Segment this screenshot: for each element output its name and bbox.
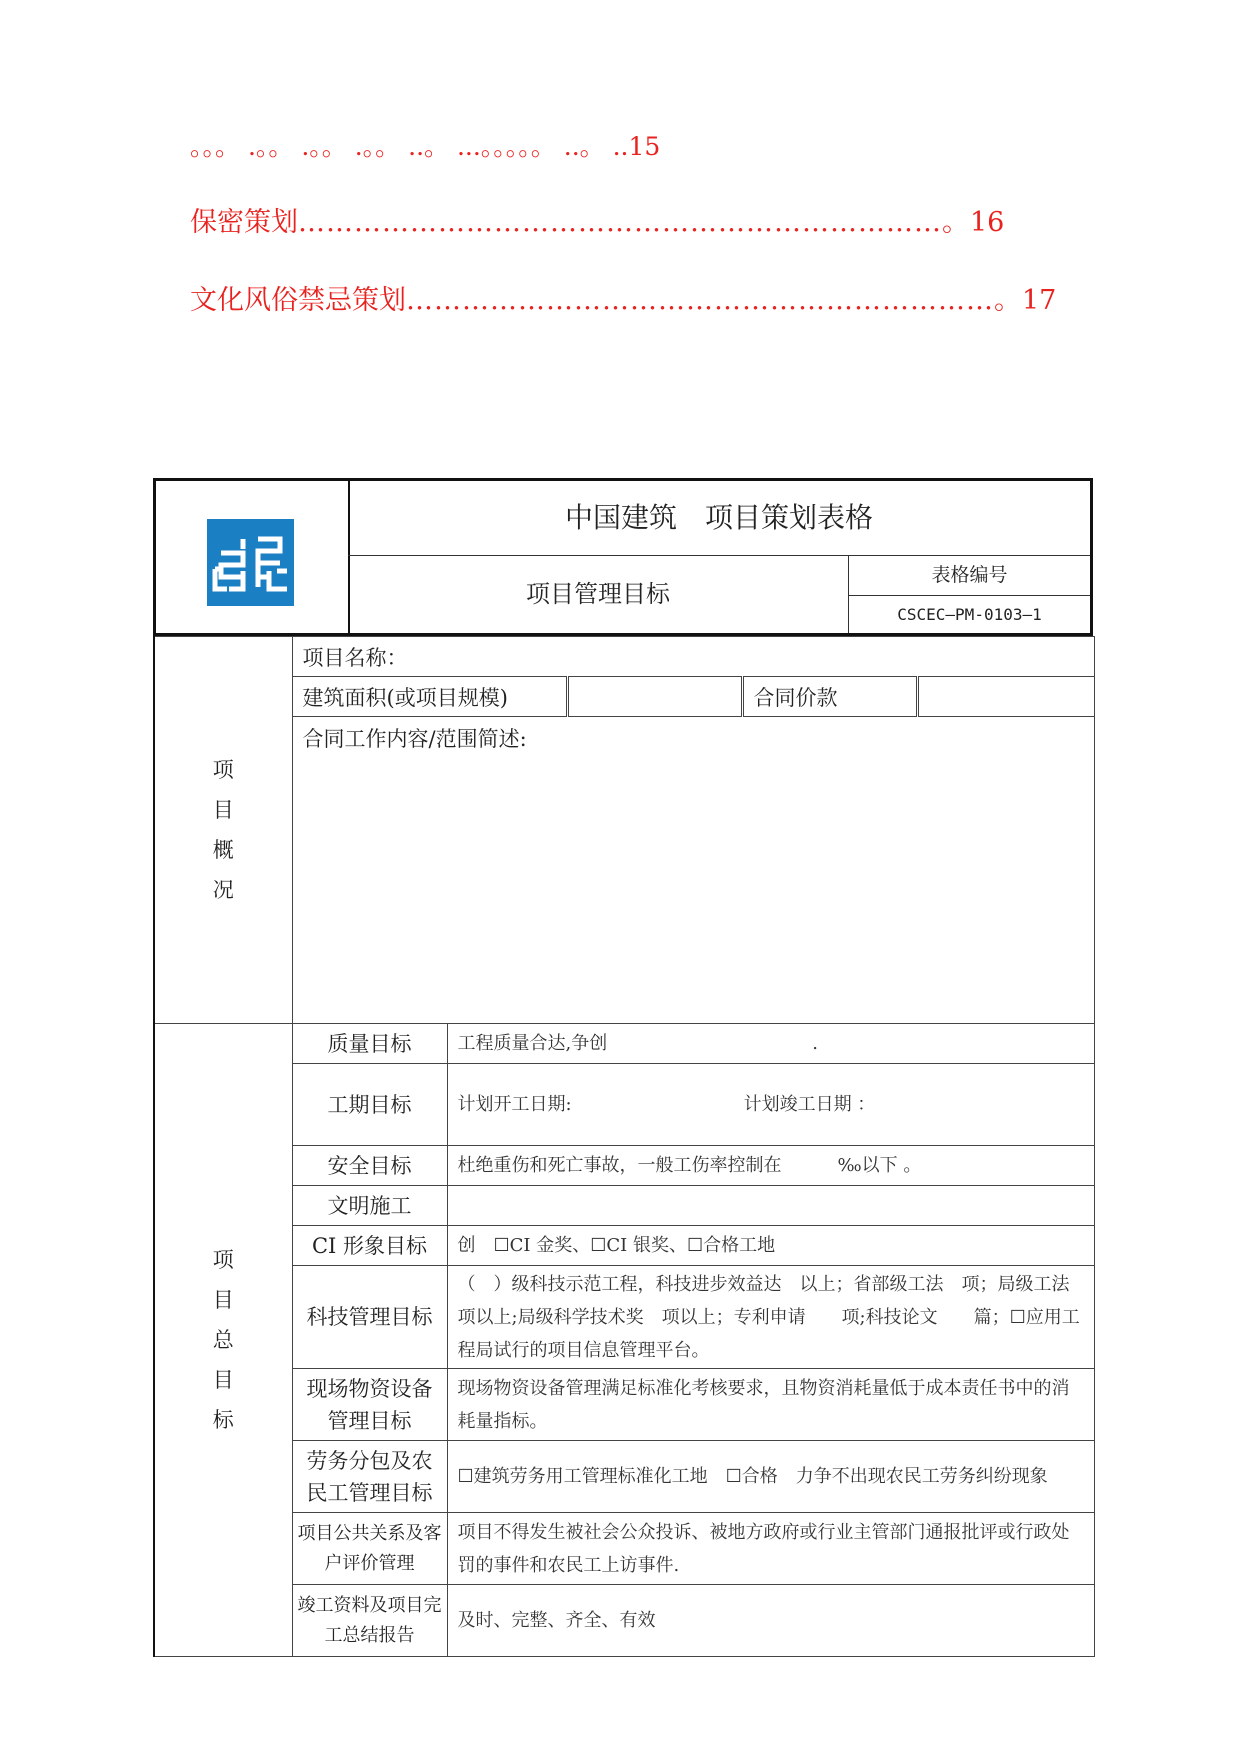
goal-value-quality-tail: . [812,1033,818,1054]
cscec-logo [207,519,294,606]
goal-value-public[interactable]: 项目不得发生被社会公众投诉、被地方政府或行业主管部门通报批评或行政处罚的事件和农民工上访事件. [447,1513,1094,1585]
goal-row-quality [154,1024,1094,1064]
goal-value-safety-text: 杜绝重伤和死亡事故，一般工伤率控制在 [457,1155,782,1176]
goal-label-civilized: 文明施工 [292,1186,447,1226]
toc-line-3[interactable] [190,278,1056,317]
goal-label-safety: 安全目标 [292,1146,447,1186]
goal-value-schedule[interactable] [447,1064,1094,1146]
toc-line-3-dots: ………………………………………………………。 [406,285,1022,316]
goal-value-materials[interactable]: 现场物资设备管理满足标准化考核要求，且物资消耗量低于成本责任书中的消耗量指标。 [447,1369,1094,1441]
project-name-label: 项目名称： [302,645,408,670]
area-price-row [154,677,1094,717]
area-label: 建筑面积(或项目规模) [292,677,567,717]
form-code-label: 表格编号 [849,555,1090,596]
area-value-field[interactable] [567,677,742,717]
goal-row-tech [154,1266,1094,1369]
goal-label-tech: 科技管理目标 [292,1266,447,1369]
goal-label-labor: 劳务分包及农民工管理目标 [292,1441,447,1513]
goal-value-schedule-end: 计划竣工日期 ： [743,1094,876,1115]
project-name-field[interactable] [292,637,1094,677]
goal-label-materials: 现场物资设备管理目标 [292,1369,447,1441]
goal-value-tech[interactable]: （ ）级科技示范工程，科技进步效益达 以上；省部级工法 项；局级工法 项以上;局级科学技术奖 项以上；专利申请 项;科技论文 篇；☐应用工程局试行的项目信息管理平台。 [447,1266,1094,1369]
form-header [153,478,1093,636]
goal-row-labor [154,1441,1094,1513]
toc-line-2-title: 保密策划 [190,207,298,238]
goals-section-text: 项 目 总 目 标 [212,1248,234,1432]
goals-section-label [154,1024,292,1657]
contract-price-label: 合同价款 [742,677,917,717]
goal-label-public: 项目公共关系及客户评价管理 [292,1513,447,1585]
contract-price-value-field[interactable] [917,677,1094,717]
project-name-row [154,637,1094,677]
goal-row-materials [154,1369,1094,1441]
goal-row-public [154,1513,1094,1585]
management-goals-table [153,636,1095,1657]
goal-row-ci [154,1226,1094,1266]
toc-line-1[interactable] [190,127,660,163]
form-title: 中国建筑 项目策划表格 [348,481,1090,556]
toc-line-1-title: 。。。 .。。 .。。 .。。 ..。 ...。。。。。 ..。 [190,132,605,161]
toc-line-3-title: 文化风俗禁忌策划 [190,285,406,316]
toc-line-2[interactable] [190,200,1004,239]
logo-cell [156,481,350,633]
goal-label-completion: 竣工资料及项目完工总结报告 [292,1585,447,1657]
goal-value-schedule-start: 计划开工日期: [457,1094,572,1115]
goal-row-completion [154,1585,1094,1657]
goal-value-ci[interactable]: 创 ☐CI 金奖、☐CI 银奖、☐合格工地 [447,1226,1094,1266]
goal-label-ci: CI 形象目标 [292,1226,447,1266]
goal-row-schedule [154,1064,1094,1146]
form-code-value: CSCEC—PM-0103—1 [897,605,1042,624]
goal-value-completion[interactable]: 及时、完整、齐全、有效 [447,1585,1094,1657]
toc-line-3-page: 17 [1022,285,1057,316]
toc-line-1-page: ..15 [612,132,661,161]
goal-value-quality[interactable] [447,1024,1094,1064]
goal-label-quality: 质量目标 [292,1024,447,1064]
scope-label: 合同工作内容/范围简述: [302,727,527,751]
goal-label-schedule: 工期目标 [292,1064,447,1146]
toc-line-2-page: 16 [970,207,1005,238]
goal-value-safety[interactable] [447,1146,1094,1186]
goal-value-labor[interactable]: ☐建筑劳务用工管理标准化工地 ☐合格 力争不出现农民工劳务纠纷现象 [447,1441,1094,1513]
form-subtitle: 项目管理目标 [348,555,849,633]
goal-row-civilized [154,1186,1094,1226]
overview-section-label [154,637,292,1024]
overview-section-text: 项 目 概 况 [212,758,234,902]
goal-value-civilized[interactable] [447,1186,1094,1226]
goal-row-safety [154,1146,1094,1186]
goal-value-safety-tail: ‰以下 。 [837,1155,922,1176]
scope-row [154,717,1094,1024]
toc-line-2-dots: ……………………………………………………………。 [298,207,970,238]
goal-value-quality-text: 工程质量合达,争创 [457,1033,608,1054]
scope-field[interactable] [292,717,1094,1024]
cscec-logo-icon [207,519,294,606]
